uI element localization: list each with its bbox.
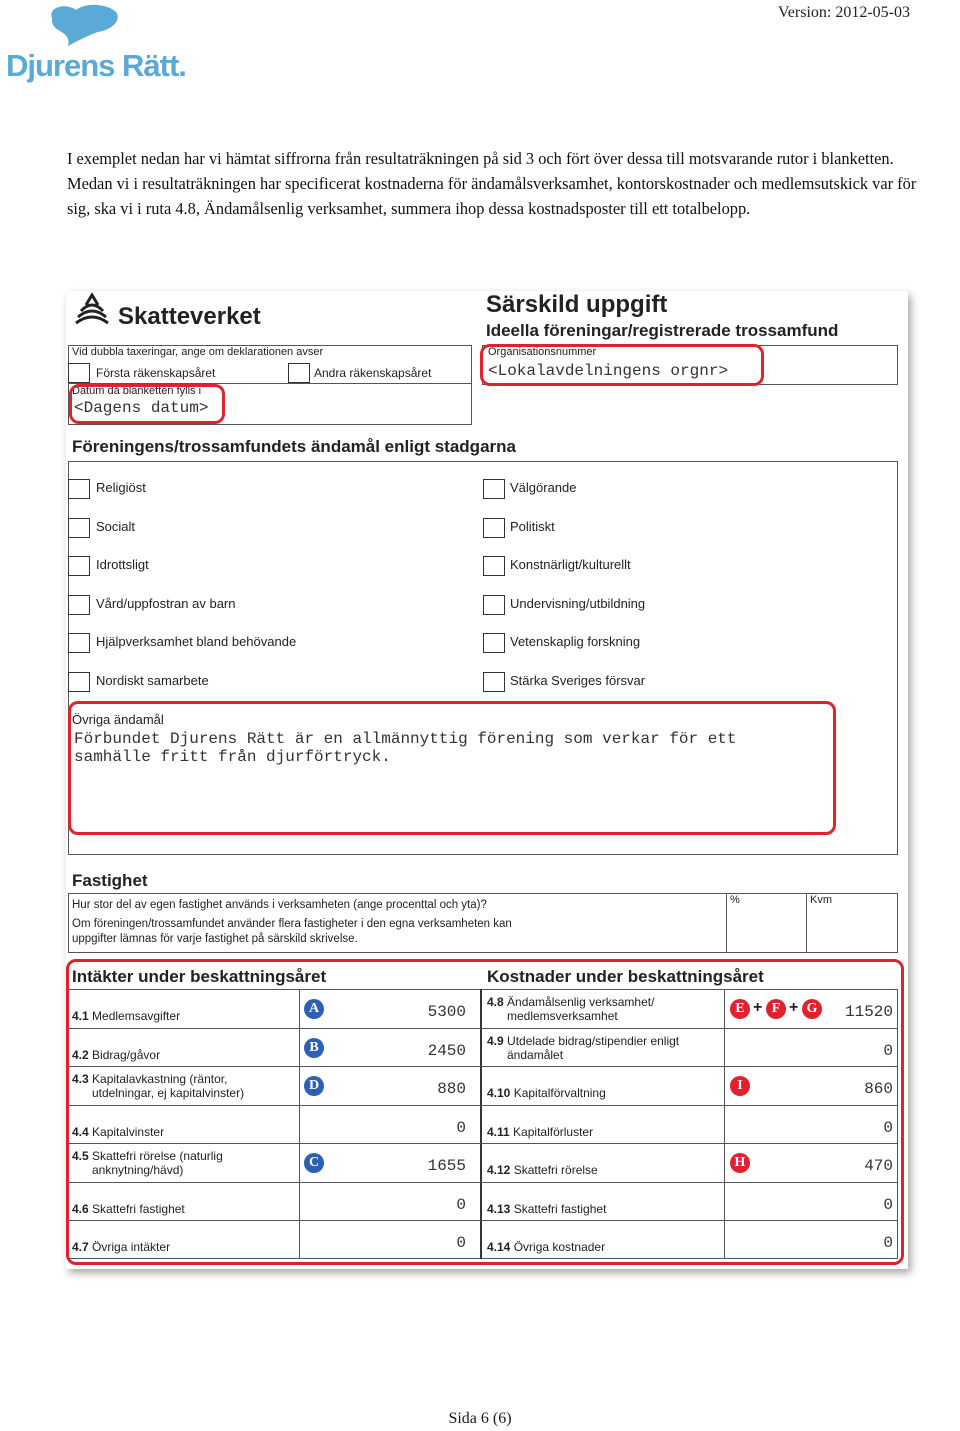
cost-value[interactable]: 0 <box>883 1041 893 1060</box>
purpose-checkbox[interactable] <box>68 518 90 538</box>
row-number: 4.12 <box>487 1163 511 1177</box>
purpose-checkbox[interactable] <box>483 556 505 576</box>
reference-badge-d: D <box>304 1076 324 1096</box>
purpose-label: Politiskt <box>510 518 555 534</box>
row-text: Kapitalavkastning (räntor, <box>92 1072 228 1086</box>
property-question-1: Hur stor del av egen fastighet används i verksamheten (ange procenttal och yta)? <box>72 899 487 911</box>
row-number: 4.7 <box>72 1240 89 1254</box>
cost-value[interactable]: 11520 <box>844 1003 893 1021</box>
purpose-label: Nordiskt samarbete <box>96 672 209 688</box>
row-number: 4.11 <box>487 1124 510 1139</box>
other-purposes-line-1: Förbundet Djurens Rätt är en allmännyttig förening som verkar för ett <box>74 730 737 748</box>
first-year-label: Första räkenskapsåret <box>96 366 216 380</box>
reference-badge-b: B <box>304 1038 324 1058</box>
income-value[interactable]: 2450 <box>427 1041 466 1060</box>
row-number: 4.13 <box>487 1201 511 1216</box>
plus-sign: + <box>753 999 763 1016</box>
purpose-label: Undervisning/utbildning <box>510 595 646 611</box>
divider <box>726 893 727 953</box>
purpose-checkbox[interactable] <box>68 672 90 692</box>
row-number: 4.3 <box>72 1072 89 1086</box>
cost-value[interactable]: 470 <box>864 1157 893 1175</box>
heart-logo-icon <box>46 4 126 48</box>
costs-heading: Kostnader under beskattningsåret <box>487 967 764 986</box>
row-text: Övriga intäkter <box>92 1240 171 1254</box>
purpose-label: Stärka Sveriges försvar <box>510 672 646 688</box>
row-text: Skattefri rörelse (naturlig <box>92 1149 223 1163</box>
reference-badge-e: E <box>730 999 750 1019</box>
row-text: Kapitalförvaltning <box>513 1086 606 1100</box>
date-value[interactable]: <Dagens datum> <box>74 399 209 417</box>
row-number: 4.6 <box>72 1201 89 1216</box>
row-text: Övriga kostnader <box>513 1240 606 1254</box>
agency-name: Skatteverket <box>118 303 261 330</box>
row-text: Utdelade bidrag/stipendier enligt <box>507 1033 680 1048</box>
other-purposes-line-2: samhälle fritt från djurförtryck. <box>74 748 391 766</box>
income-value[interactable]: 5300 <box>427 1003 466 1021</box>
cost-value[interactable]: 0 <box>883 1195 893 1214</box>
first-year-checkbox[interactable] <box>68 363 90 383</box>
reference-badge-a: A <box>304 999 324 1019</box>
income-value[interactable]: 0 <box>456 1195 466 1214</box>
purpose-heading: Föreningens/trossamfundets ändamål enligt stadgarna <box>72 437 516 456</box>
purpose-label: Socialt <box>96 518 136 534</box>
property-question-2a: Om föreningen/trossamfundet använder flera fastigheter i den egna verksamheten kan <box>72 918 512 930</box>
row-number: 4.5 <box>72 1149 89 1163</box>
orgnr-label: Organisationsnummer <box>488 346 597 358</box>
row-number: 4.1 <box>72 1009 89 1023</box>
row-text-continued: ändamålet <box>507 1047 564 1062</box>
income-costs-highlight <box>66 959 904 1265</box>
row-number: 4.10 <box>487 1086 511 1100</box>
cost-value[interactable]: 0 <box>883 1234 893 1252</box>
tax-form-image <box>66 291 908 1269</box>
purpose-checkbox[interactable] <box>68 595 90 615</box>
other-purposes-highlight <box>68 701 836 835</box>
row-text-continued: anknytning/hävd) <box>92 1163 184 1177</box>
property-heading: Fastighet <box>72 871 148 890</box>
form-title: Särskild uppgift <box>486 291 668 318</box>
cost-value[interactable]: 860 <box>864 1080 893 1098</box>
purpose-label: Vård/uppfostran av barn <box>96 595 236 611</box>
purpose-checkbox[interactable] <box>483 672 505 692</box>
income-value[interactable]: 0 <box>456 1234 466 1252</box>
row-number: 4.2 <box>72 1047 89 1062</box>
orgnr-value[interactable]: <Lokalavdelningens orgnr> <box>488 362 729 380</box>
other-purposes-label: Övriga ändamål <box>72 712 164 727</box>
purpose-label: Religiöst <box>96 480 146 495</box>
purpose-checkbox[interactable] <box>483 518 505 538</box>
version-date: Version: 2012-05-03 <box>778 4 910 21</box>
logo-wordmark: Djurens Rätt. <box>6 48 186 83</box>
row-number: 4.4 <box>72 1124 89 1139</box>
income-value[interactable]: 1655 <box>427 1157 466 1175</box>
row-text: Skattefri rörelse <box>513 1163 598 1177</box>
double-taxation-label: Vid dubbla taxeringar, ange om deklarationen avser <box>72 346 324 358</box>
purpose-label: Välgörande <box>510 480 577 495</box>
purpose-checkbox[interactable] <box>68 479 90 499</box>
date-highlight <box>69 384 225 424</box>
intro-paragraph: I exemplet nedan har vi hämtat siffrorna från resultaträkningen på sid 3 och fört över dessa till motsvarande rutor i blanketten. Medan vi i resultaträkningen har specificerat kostnaderna för ändamålsverksamhet, kontorskostnader och medlemsutskick var för sig, ska vi i ruta 4.8, Ändamålsenlig verksamhet, summera ihop dessa kostnadsposter till ett totalbelopp. <box>67 149 917 218</box>
reference-badge-f: F <box>766 999 786 1019</box>
row-text: Medlemsavgifter <box>92 1009 181 1023</box>
page-number: Sida 6 (6) <box>448 1410 512 1427</box>
purpose-label: Vetenskaplig forskning <box>510 634 641 649</box>
property-question-2b: uppgifter lämnas för varje fastighet på särskild skrivelse. <box>72 933 358 945</box>
percent-label: % <box>730 894 740 906</box>
reference-badge-g: G <box>802 999 822 1019</box>
income-heading: Intäkter under beskattningsåret <box>72 967 327 986</box>
row-number: 4.14 <box>487 1240 511 1254</box>
purpose-checkbox[interactable] <box>68 556 90 576</box>
divider <box>806 893 807 953</box>
row-text: Ändamålsenlig verksamhet/ <box>507 995 655 1009</box>
income-value[interactable]: 0 <box>456 1118 466 1137</box>
purpose-checkbox[interactable] <box>483 633 505 653</box>
purpose-label: Hjälpverksamhet bland behövande <box>96 634 297 649</box>
cost-value[interactable]: 0 <box>883 1118 893 1137</box>
plus-sign: + <box>789 999 799 1016</box>
kvm-label: Kvm <box>810 894 832 906</box>
reference-badge-i: I <box>730 1076 750 1096</box>
row-text: Skattefri fastighet <box>513 1201 607 1216</box>
row-text-continued: medlemsverksamhet <box>507 1009 618 1023</box>
row-number: 4.9 <box>487 1033 504 1048</box>
date-label: Datum då blanketten fylls i <box>72 385 202 397</box>
row-text: Bidrag/gåvor <box>92 1047 161 1062</box>
orgnr-highlight <box>480 344 764 386</box>
reference-badge-c: C <box>304 1153 324 1173</box>
second-year-checkbox[interactable] <box>288 363 310 383</box>
purpose-label: Idrottsligt <box>96 557 149 572</box>
reference-badge-h: H <box>730 1153 750 1173</box>
row-text-continued: utdelningar, ej kapitalvinster) <box>92 1086 245 1100</box>
djurens-ratt-logo <box>6 4 206 84</box>
row-text: Kapitalförluster <box>513 1124 594 1139</box>
skatteverket-crown-icon <box>72 293 112 329</box>
row-text: Kapitalvinster <box>92 1124 165 1139</box>
row-text: Skattefri fastighet <box>92 1201 185 1216</box>
purpose-checkbox[interactable] <box>68 633 90 653</box>
purpose-label: Konstnärligt/kulturellt <box>510 557 631 572</box>
income-value[interactable]: 880 <box>437 1080 466 1098</box>
row-number: 4.8 <box>487 995 504 1009</box>
second-year-label: Andra räkenskapsåret <box>314 366 432 380</box>
form-subtitle: Ideella föreningar/registrerade trossamfund <box>486 321 839 340</box>
purpose-checkbox[interactable] <box>483 595 505 615</box>
purpose-checkbox[interactable] <box>483 479 505 499</box>
